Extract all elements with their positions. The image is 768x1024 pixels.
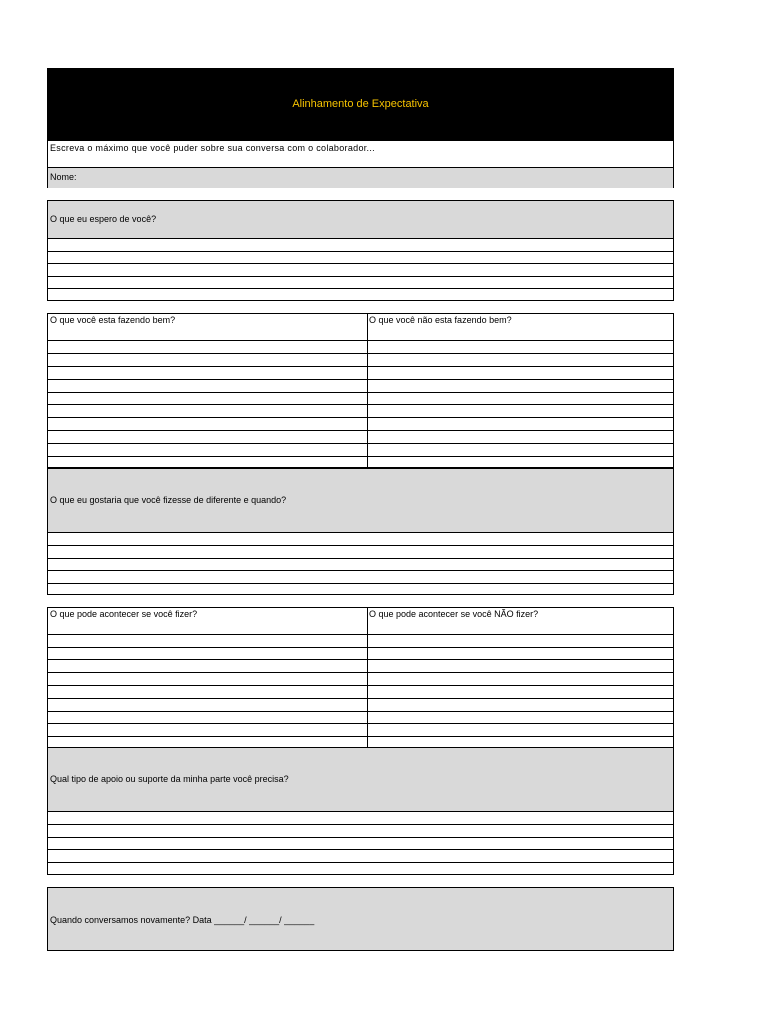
answer-line[interactable] — [48, 849, 673, 850]
page-title: Alinhamento de Expectativa — [292, 98, 429, 110]
answer-line[interactable] — [48, 353, 673, 354]
question-row — [48, 748, 673, 811]
question-label: Qual tipo de apoio ou suporte da minha parte você precisa? — [50, 774, 289, 784]
answer-line[interactable] — [48, 583, 673, 584]
question-row — [48, 469, 673, 532]
answer-line[interactable] — [48, 824, 673, 825]
answer-line[interactable] — [48, 443, 673, 444]
divider — [48, 811, 673, 812]
answer-line[interactable] — [48, 430, 673, 431]
answer-line[interactable] — [48, 723, 673, 724]
answer-line[interactable] — [48, 672, 673, 673]
right-column-header: O que você não esta fazendo bem? — [369, 315, 512, 325]
answer-line[interactable] — [48, 456, 673, 457]
answer-line[interactable] — [48, 659, 673, 660]
left-column-header: O que pode acontecer se você fizer? — [50, 609, 198, 619]
form-header — [47, 68, 674, 188]
answer-line[interactable] — [48, 340, 673, 341]
title-bar — [48, 69, 673, 141]
answer-line[interactable] — [48, 404, 673, 405]
answer-line[interactable] — [48, 379, 673, 380]
section-next-meeting[interactable] — [47, 887, 674, 951]
question-label: O que eu gostaria que você fizesse de diferente e quando? — [50, 495, 287, 505]
answer-line[interactable] — [48, 288, 673, 289]
answer-line[interactable] — [48, 392, 673, 393]
name-label: Nome: — [50, 172, 77, 182]
answer-line[interactable] — [48, 711, 673, 712]
header-row — [48, 314, 673, 327]
intro-row — [48, 141, 673, 167]
answer-line[interactable] — [48, 647, 673, 648]
column-divider — [367, 608, 368, 749]
right-column-header: O que pode acontecer se você NÃO fizer? — [369, 609, 539, 619]
header-row — [48, 608, 673, 621]
divider — [48, 238, 673, 239]
answer-line[interactable] — [48, 837, 673, 838]
section-performance — [47, 313, 674, 468]
answer-line[interactable] — [48, 417, 673, 418]
section-support — [47, 747, 674, 875]
section-consequences — [47, 607, 674, 748]
question-row — [48, 201, 673, 238]
answer-line[interactable] — [48, 685, 673, 686]
next-meeting-label: Quando conversamos novamente? Data ______/ ______/ ______ — [50, 915, 315, 925]
left-column-header: O que você esta fazendo bem? — [50, 315, 176, 325]
answer-line[interactable] — [48, 862, 673, 863]
answer-line[interactable] — [48, 736, 673, 737]
intro-text: Escreva o máximo que você puder sobre sua conversa com o colaborador... — [50, 143, 375, 153]
section-changes — [47, 468, 674, 595]
answer-line[interactable] — [48, 698, 673, 699]
answer-line[interactable] — [48, 251, 673, 252]
section-expectations — [47, 200, 674, 301]
answer-line[interactable] — [48, 263, 673, 264]
answer-line[interactable] — [48, 634, 673, 635]
answer-line[interactable] — [48, 558, 673, 559]
question-label: O que eu espero de você? — [50, 214, 157, 224]
answer-line[interactable] — [48, 545, 673, 546]
divider — [48, 532, 673, 533]
answer-line[interactable] — [48, 570, 673, 571]
name-row[interactable] — [48, 167, 673, 188]
answer-line[interactable] — [48, 366, 673, 367]
answer-line[interactable] — [48, 276, 673, 277]
